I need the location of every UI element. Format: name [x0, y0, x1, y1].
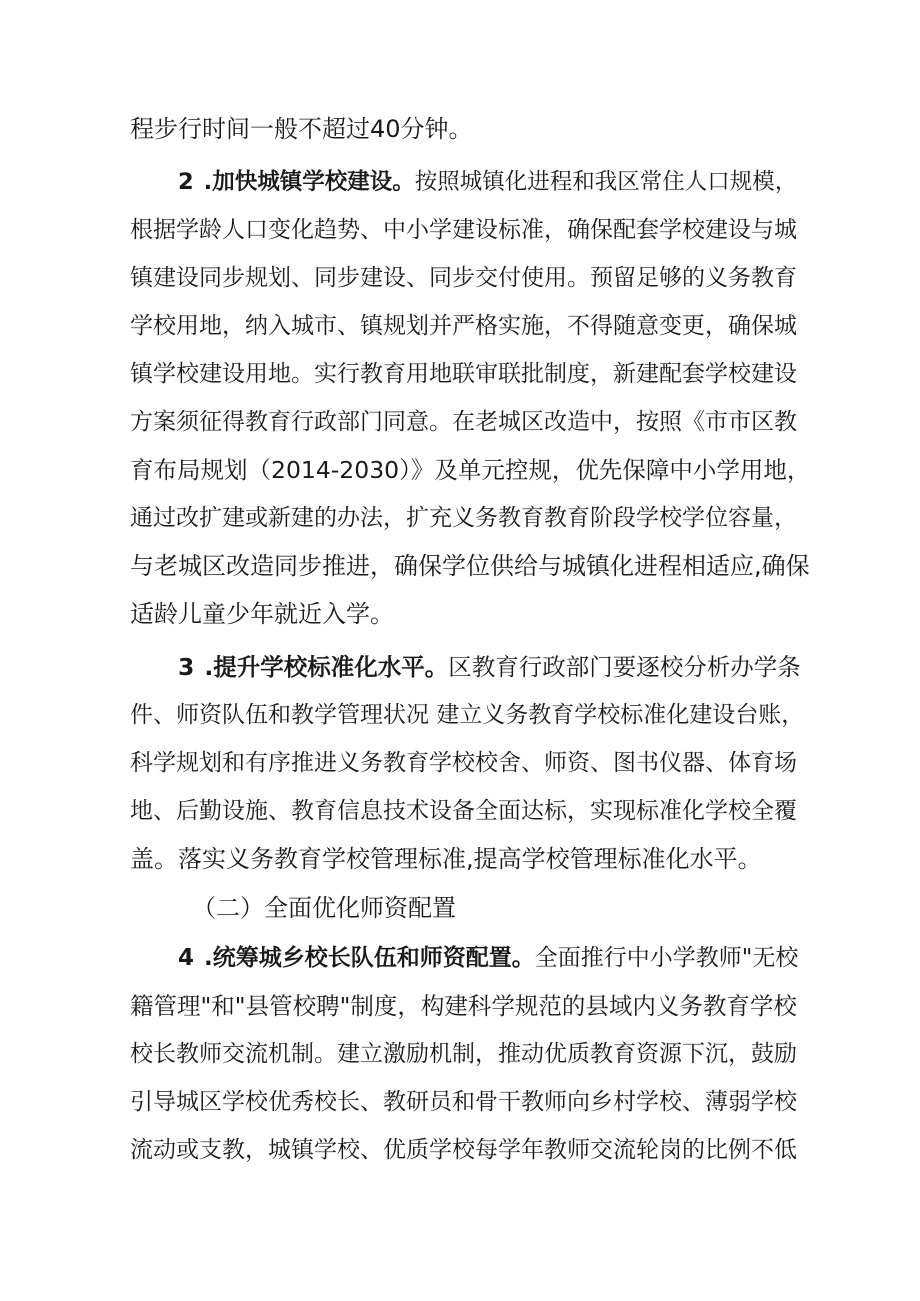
text-line-19: 校长教师交流机制。建立激励机制，推动优质教育资源下沉，鼓励 — [130, 1041, 797, 1067]
item-heading-2: .加快城镇学校建设。 — [203, 169, 415, 195]
text-line-14: 科学规划和有序推进义务教育学校校舍、师资、图书仪器、体育场 — [130, 750, 797, 776]
item-number-4: 4 — [178, 945, 195, 971]
text-line-5: 学校用地，纳入城市、镇规划并严格实施，不得随意变更，确保城 — [130, 313, 797, 339]
section-heading: （二）全面优化师资配置 — [192, 894, 456, 922]
text-line-7: 方案须征得教育行政部门同意。在老城区改造中，按照《市市区教 — [130, 409, 797, 435]
item-heading-3: .提升学校标准化水平。 — [204, 653, 449, 681]
text-line-16: 盖。落实义务教育学校管理标准,提高学校管理标准化水平。 — [130, 845, 762, 873]
heading-line-3 — [178, 643, 810, 691]
text-line-15: 地、后勤设施、教育信息技术设备全面达标，实现标准化学校全覆 — [130, 798, 797, 824]
text-line-3: 根据学龄人口变化趋势、中小学建设标准，确保配套学校建设与城 — [130, 217, 797, 243]
item-text-3: 区教育行政部门要逐校分析办学条 — [448, 653, 801, 681]
item-number-3: 3 — [178, 653, 195, 681]
item-text-2: 按照城镇化进程和我区常住人口规模， — [414, 169, 798, 195]
text-line-20: 引导城区学校优秀校长、教研员和骨干教师向乡村学校、薄弱学校 — [130, 1089, 797, 1115]
item-number-2: 2 — [178, 169, 194, 195]
heading-line-2 — [178, 158, 810, 206]
item-heading-4: .统筹城乡校长队伍和师资配置。 — [204, 945, 535, 971]
text-line-10: 与老城区改造同步推进，确保学位供给与城镇化进程相适应,确保 — [130, 552, 810, 580]
text-line-1: 程步行时间一般不超过40分钟。 — [130, 115, 473, 143]
text-line-11: 适龄儿童少年就近入学。 — [130, 600, 394, 628]
heading-line-4 — [178, 934, 810, 982]
text-line-8: 育布局规划（2014-2030）》及单元控规，优先保障中小学用地， — [130, 456, 810, 484]
text-line-21: 流动或支教，城镇学校、优质学校每学年教师交流轮岗的比例不低 — [130, 1137, 797, 1163]
text-line-4: 镇建设同步规划、同步建设、同步交付使用。预留足够的义务教育 — [130, 265, 797, 291]
text-line-13: 件、师资队伍和教学管理状况 建立义务教育学校标准化建设台账， — [130, 702, 805, 728]
item-text-4: 全面推行中小学教师"无校 — [534, 945, 799, 971]
text-line-9: 通过改扩建或新建的办法，扩充义务教育教育阶段学校学位容量， — [130, 505, 797, 531]
text-line-18: 籍管理"和"县管校聘"制度，构建科学规范的县域内义务教育学校 — [130, 992, 797, 1020]
text-line-6: 镇学校建设用地。实行教育用地联审联批制度，新建配套学校建设 — [130, 361, 797, 387]
